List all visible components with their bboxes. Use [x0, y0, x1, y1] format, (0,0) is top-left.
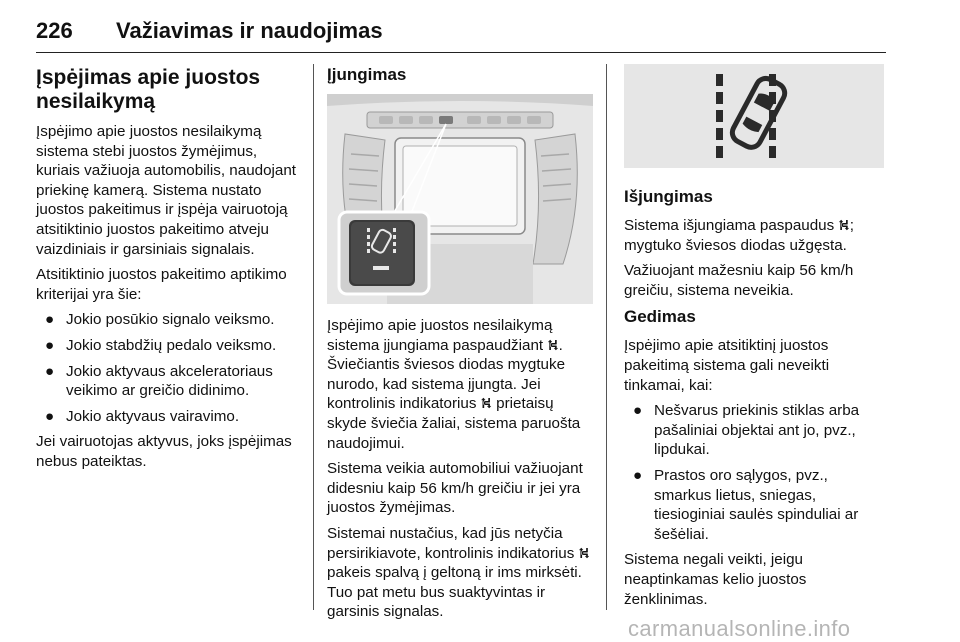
list-item: ● Nešvarus priekinis stiklas arba pašaliniai objektai ant jo, pvz., lipdukai. — [633, 402, 860, 459]
paragraph: Sistema išjungiama paspaudus ⛕; mygtuko šviesos diodas užgęsta. — [624, 217, 854, 254]
section-heading: Gedimas — [624, 307, 696, 327]
list-item: ● Prastos oro sąlygos, pvz., smarkus lietus, sniegas, tiesioginiai saulės spinduliai ar šešėliai. — [633, 466, 859, 543]
column-divider — [313, 64, 314, 610]
paragraph: Jei vairuotojas aktyvus, joks įspėjimas nebus pateiktas. — [36, 433, 292, 470]
list-item: ● Jokio posūkio signalo veiksmo. — [45, 311, 275, 329]
bullet-icon: ● — [45, 407, 55, 425]
section-heading: Išjungimas — [624, 187, 713, 206]
section-heading: Įspėjimas apie juostos nesilaikymą — [36, 66, 261, 113]
paragraph: Sistema negali veikti, jeigu neaptinkamas kelio juostos ženklinimas. — [624, 551, 807, 608]
column-middle — [327, 64, 593, 628]
fault-conditions-list — [624, 401, 884, 544]
lane-departure-symbol-illustration — [624, 64, 884, 168]
dashboard-illustration — [327, 94, 593, 304]
dashboard-illustration-svg — [327, 94, 593, 304]
chapter-title: Važiavimas ir naudojimas — [116, 18, 383, 43]
bullet-icon: ● — [45, 311, 55, 329]
page-header — [36, 14, 886, 53]
section-heading: Įjungimas — [327, 65, 407, 84]
lane-departure-icon — [624, 64, 884, 168]
paragraph: Įspėjimo apie juostos nesilaikymą sistema įjungiama paspaudžiant ⛕. Šviečiantis šviesos diodas mygtuke nurodo, kad sistema įjungta. Jei kontrolinis indikatorius ⛕ prietaisų skyde šviečia žaliai, sistema paruošta naudojimui. — [327, 317, 581, 452]
paragraph: Sistema veikia automobiliui važiuojant didesniu kaip 56 km/h greičiu ir jei yra juostos žymėjimas. — [327, 460, 583, 517]
column-left — [36, 64, 302, 478]
list-item: ● Jokio aktyvaus akceleratoriaus veikimo ar greičio didinimo. — [45, 362, 273, 400]
paragraph: Įspėjimo apie juostos nesilaikymą sistema stebi juostos žymėjimus, kuriais važiuoja automobilis, naudojant priekinę kamerą. Sistema nustato juostos pakeitimus ir įspėja vairuotoją atsitiktinio juostos pakeitimo atveju vaizdiniais ir garsiniais signalais. — [36, 123, 297, 258]
paragraph: Sistemai nustačius, kad jūs netyčia persirikiavote, kontrolinis indikatorius ⛕ pakeis spalvą į geltoną ir ims mirksėti. Tuo pat metu bus suaktyvintas ir garsinis signalas. — [327, 524, 590, 621]
criteria-list — [36, 310, 302, 426]
paragraph: Atsitiktinio juostos pakeitimo aptikimo kriterijai yra šie: — [36, 266, 287, 303]
list-item: ● Jokio stabdžių pedalo veiksmo. — [45, 336, 277, 354]
bullet-icon: ● — [45, 336, 55, 354]
column-divider — [606, 64, 607, 610]
watermark: carmanualsonline.info — [628, 616, 851, 641]
column-right — [624, 64, 884, 615]
list-item: ● Jokio aktyvaus vairavimo. — [45, 407, 240, 425]
paragraph: Važiuojant mažesniu kaip 56 km/h greičiu, sistema neveikia. — [624, 262, 854, 299]
bullet-icon: ● — [633, 402, 643, 420]
bullet-icon: ● — [633, 466, 643, 484]
page-number: 226 — [36, 18, 73, 43]
paragraph: Įspėjimo apie atsitiktinį juostos pakeitimą sistema gali neveikti tinkamai, kai: — [624, 337, 830, 394]
bullet-icon: ● — [45, 362, 55, 380]
